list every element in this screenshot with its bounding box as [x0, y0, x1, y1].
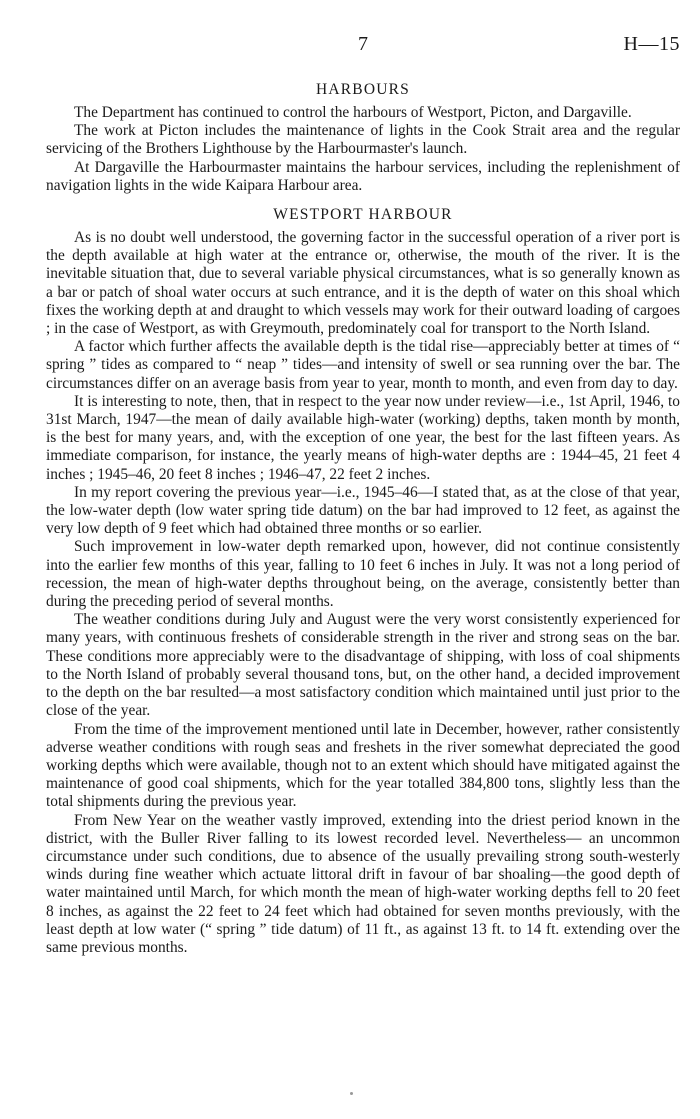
paragraph: The Department has continued to control the harbours of Westport, Picton, and Dargaville.: [74, 104, 632, 121]
paragraph: The weather conditions during July and August were the very worst consistently experienced for many years, with continuous freshets of considerable strength in the river and strong seas on the bar. These conditions more appreciably were to the disadvantage of shipping, with loss of coal shipments to the North Island of probably several thousand tons, but, on the other hand, a decided improvement to the depth on the bar resulted—a most satisfactory condition which maintained until just prior to the close of the year.: [46, 611, 680, 720]
paragraph: The work at Picton includes the maintenance of lights in the Cook Strait area and the regular servicing of the Brothers Lighthouse by the Harbourmaster's launch.: [46, 122, 680, 158]
section-harbours: [46, 80, 680, 195]
page-speck: [350, 1092, 353, 1095]
section-heading: WESTPORT HARBOUR: [273, 206, 453, 224]
paragraph: It is interesting to note, then, that in respect to the year now under review—i.e., 1st April, 1946, to 31st March, 1947—the mean of daily available high-water (working) depths, taken month by month, is the best for many years, and, with the exception of one year, the best for the last fifteen years. As immediate comparison, for instance, the yearly means of high-water depths are : 1944–45, 21 feet 4 inches ; 1945–46, 20 feet 8 inches ; 1946–47, 22 feet 2 inches.: [46, 392, 680, 483]
paragraph: From New Year on the weather vastly improved, extending into the driest period known in the district, with the Buller River falling to its lowest recorded level. Nevertheless— an uncommon circumstance under such conditions, due to absence of the usually prevailing strong south-westerly winds during fine weather which actuate littoral drift in favour of bar shoaling—the good depth of water maintained until March, for which month the mean of high-water working depths fell to 20 feet 8 inches, as against the 22 feet to 24 feet which had obtained for seven months previously, with the least depth at low water (“ spring ” tide datum) of 11 ft., as against 13 ft. to 14 ft. extending over the same previous months.: [46, 811, 680, 956]
page-number: 7: [358, 33, 368, 55]
paragraph: At Dargaville the Harbourmaster maintains the harbour services, including the replenishment of navigation lights in the wide Kaipara Harbour area.: [46, 158, 680, 194]
paragraph: Such improvement in low-water depth remarked upon, however, did not continue consistently into the earlier few months of this year, falling to 10 feet 6 inches in July. It was not a long period of recession, the mean of high-water depths throughout being, on the average, consistently better than during the preceding period of several months.: [46, 538, 680, 611]
section-westport-harbour: [46, 205, 680, 957]
paragraph: In my report covering the previous year—i.e., 1945–46—I stated that, as at the close of that year, the low-water depth (low water spring tide datum) on the bar had improved to 12 feet, as against the very low depth of 9 feet which had obtained three months or so earlier.: [46, 483, 680, 538]
paragraph: As is no doubt well understood, the governing factor in the successful operation of a river port is the depth available at high water at the entrance or, otherwise, the mouth of the river. It is the inevitable situation that, due to several variable physical circumstances, what is so generally known as a bar or patch of shoal water occurs at such entrance, and it is the depth of water on this shoal which fixes the working depth at and draught to which vessels may work for their outward loading of cargoes ; in the case of Westport, as with Greymouth, predominately coal for transport to the North Island.: [46, 229, 680, 338]
page-header: [46, 32, 680, 58]
document-reference: H—15: [623, 33, 680, 55]
section-heading: HARBOURS: [315, 81, 410, 98]
paragraph: From the time of the improvement mentioned until late in December, however, rather consistently adverse weather conditions with rough seas and freshets in the river somewhat depreciated the good working depths which were available, though not to an extent which should have mitigated against the maintenance of good coal shipments, which for the year totalled 384,800 tons, slightly less than the total shipments during the previous year.: [46, 720, 680, 811]
paragraph: A factor which further affects the available depth is the tidal rise—appreciably better at times of “ spring ” tides as compared to “ neap ” tides—and intensity of swell or sea running over the bar. The circumstances differ on an average basis from year to year, month to month, and even from day to day.: [46, 338, 680, 392]
document-page: [46, 32, 680, 957]
